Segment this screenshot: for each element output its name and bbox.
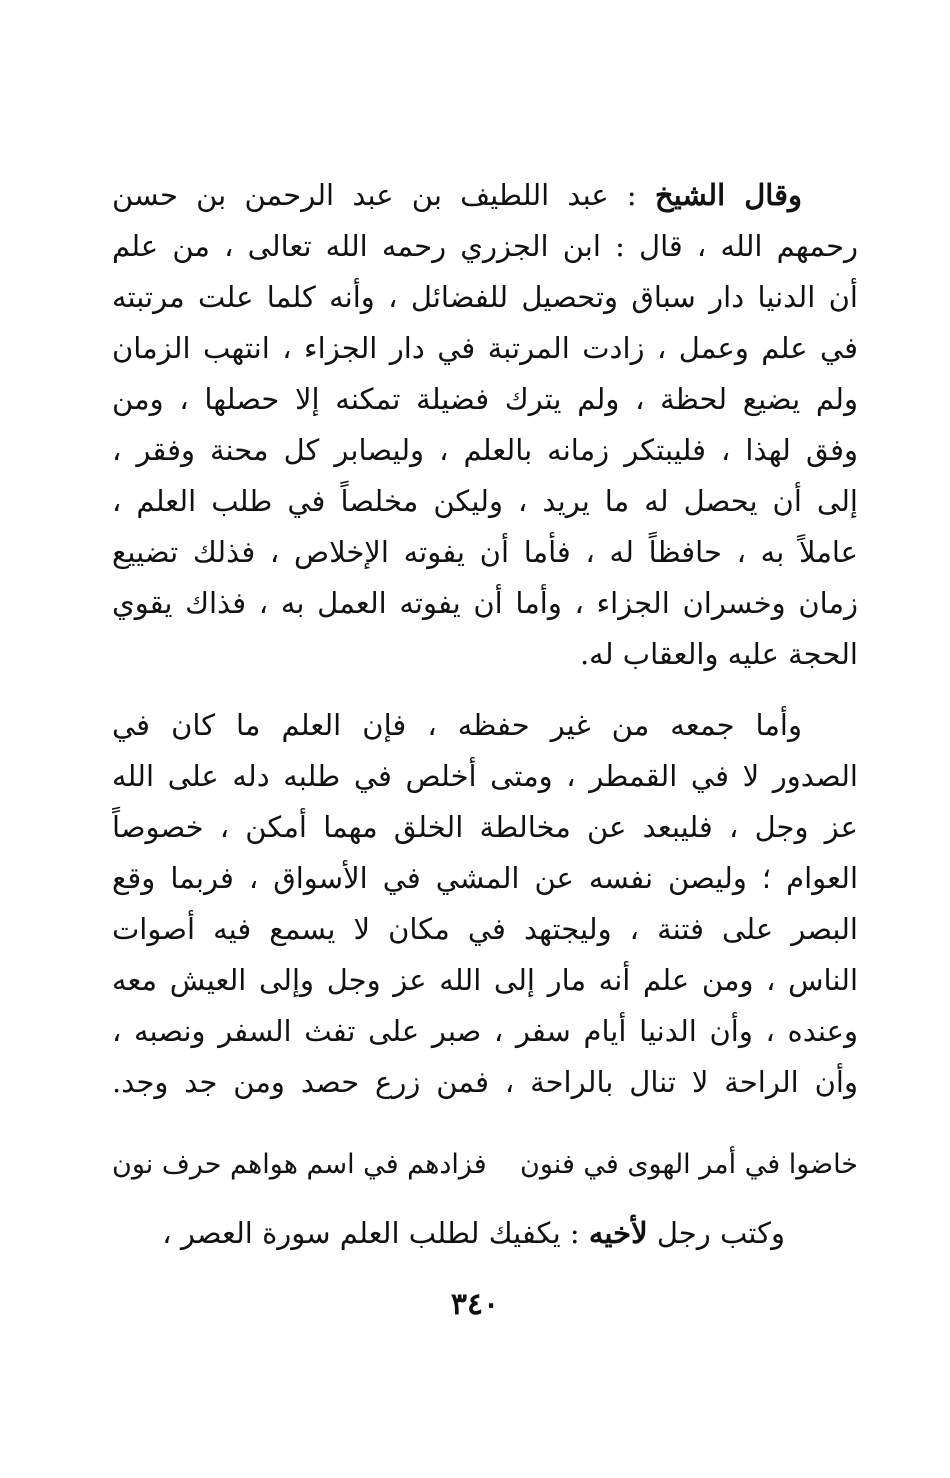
paragraph-line: وقال الشيخ : عبد اللطيف بن عبد الرحمن بن حسن: [112, 178, 803, 212]
closing-line: [162, 1208, 785, 1259]
paragraph-line: زمان وخسران الجزاء ، وأما أن يفوته العمل به ، فذاك يقوي: [112, 586, 858, 620]
paragraph-line: وأما جمعه من غير حفظه ، فإن العلم ما كان في: [112, 708, 802, 742]
paragraph-line: الحجة عليه والعقاب له.: [579, 637, 858, 671]
closing-lead: وكتب رجل: [656, 1216, 785, 1250]
paragraph-line: عاملاً به ، حافظاً له ، فأما أن يفوته الإخلاص ، فذلك تضييع: [112, 535, 858, 569]
poem-hemistich-first: خاضوا في أمر الهوى في فنون: [520, 1149, 858, 1180]
paragraph-2: [112, 700, 858, 1108]
paragraph-line: الناس ، ومن علم أنه مار إلى الله عز وجل وإلى العيش معه: [112, 963, 858, 997]
paragraph-line: البصر على فتنة ، وليجتهد في مكان لا يسمع فيه أصوات: [112, 912, 858, 946]
paragraph-line: وأن الراحة لا تنال بالراحة ، فمن زرع حصد ومن جد وجد.: [112, 1065, 858, 1099]
paragraph-line: عز وجل ، فليبعد عن مخالطة الخلق مهما أمكن ، خصوصاً: [112, 810, 858, 844]
paragraph-line: وعنده ، وأن الدنيا أيام سفر ، صبر على تفث السفر ونصبه ،: [112, 1014, 858, 1048]
paragraph-line: إلى أن يحصل له ما يريد ، وليكن مخلصاً في طلب العلم ،: [112, 484, 858, 518]
closing-bold: لأخيه: [588, 1216, 648, 1250]
paragraph-line: رحمهم الله ، قال : ابن الجزري رحمه الله تعالى ، من علم: [112, 229, 858, 263]
page-number: ٣٤٠: [450, 1287, 500, 1322]
poem-verse: [112, 1140, 858, 1190]
paragraph-line: وفق لهذا ، فليبتكر زمانه بالعلم ، وليصابر كل محنة وفقر ،: [112, 433, 858, 467]
paragraph-1: [112, 170, 858, 680]
paragraph-line: ولم يضيع لحظة ، ولم يترك فضيلة تمكنه إلا حصلها ، ومن: [112, 382, 858, 416]
paragraph-line: في علم وعمل ، زادت المرتبة في دار الجزاء ، انتهب الزمان: [112, 331, 858, 365]
paragraph-line: الصدور لا في القمطر ، ومتى أخلص في طلبه دله على الله: [112, 759, 858, 793]
paragraph-line: أن الدنيا دار سباق وتحصيل للفضائل ، وأنه كلما علت مرتبته: [112, 280, 858, 314]
speaker-name: وقال الشيخ: [654, 178, 803, 212]
closing-rest: : يكفيك لطلب العلم سورة العصر ،: [162, 1216, 580, 1250]
paragraph-line: العوام ؛ وليصن نفسه عن المشي في الأسواق ، فربما وقع: [112, 861, 858, 895]
poem-hemistich-second: فزادهم في اسم هواهم حرف نون: [112, 1149, 487, 1180]
